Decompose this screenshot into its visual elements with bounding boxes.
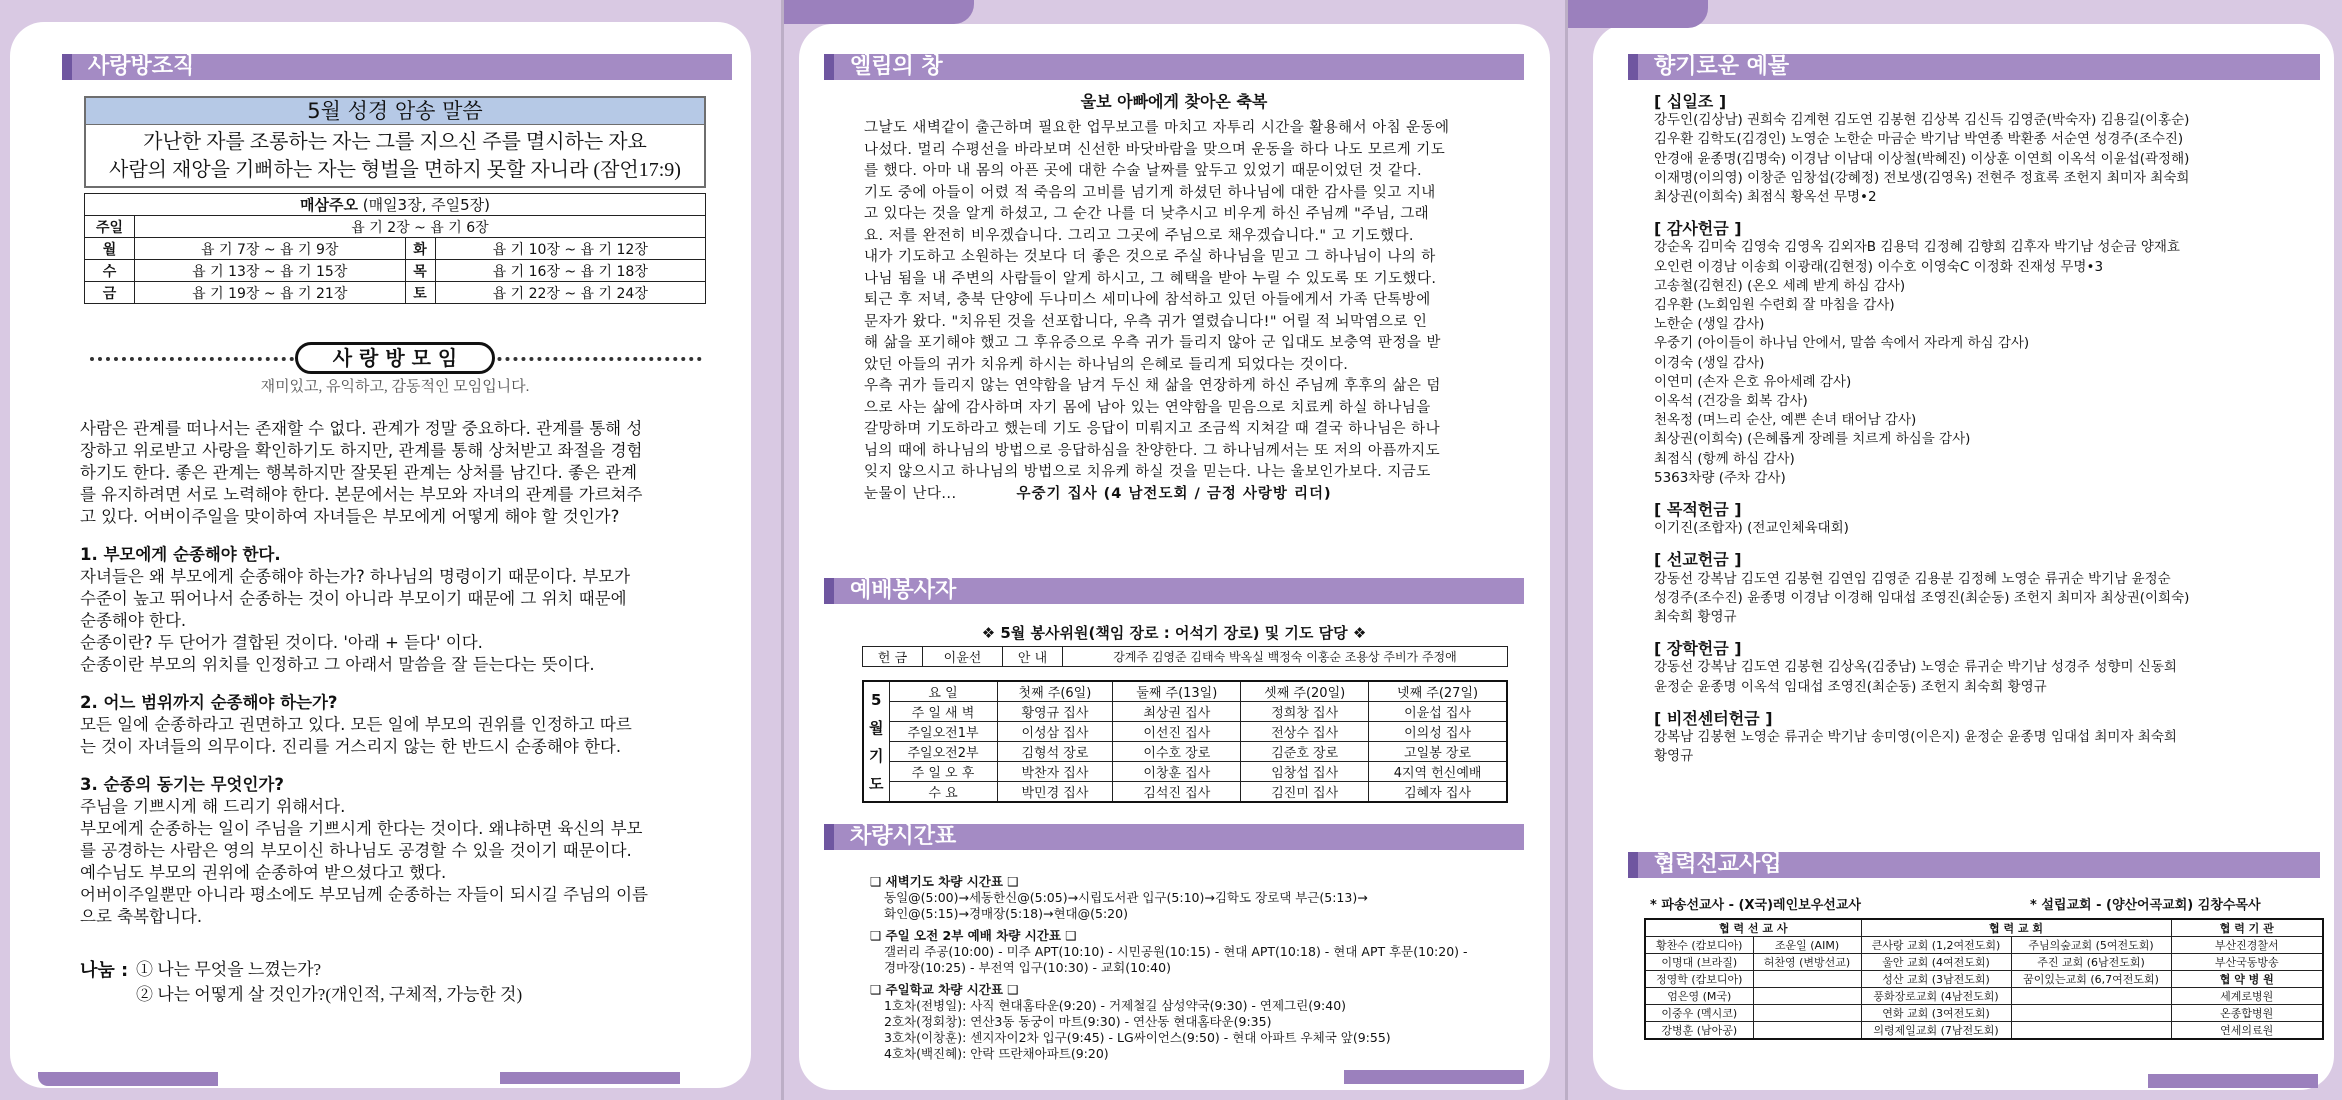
verse-box <box>84 96 706 188</box>
offering-line: 김우환 김학도(김경인) 노영순 노한순 마금순 박기남 박연종 박환종 서순연 성경주(조수진) <box>1654 131 2184 148</box>
offering-line: 노한순 (생일 감사) <box>1654 316 1765 333</box>
month-label: 5월기도 <box>863 681 889 802</box>
body-line: 기도 중에 아들이 어렸 적 죽음의 고비를 넘기게 하셨던 하나님에 대한 감사를 잊고 지내 <box>864 184 1436 201</box>
agency-cell: 온종합병원 <box>2171 1005 2323 1022</box>
prayer-duty-table <box>862 680 1508 803</box>
offering-line: 안경애 윤종명(김명숙) 이경남 이남대 이상철(박혜진) 이상훈 이연희 이옥석 이윤섭(곽정해) <box>1654 150 2190 167</box>
body-line: 으로 축복합니다. <box>80 907 203 926</box>
bus-route-title: ❑ 새벽기도 차량 시간표 ❑ <box>870 874 1019 889</box>
volunteer-cell: 김혜자 집사 <box>1369 782 1507 803</box>
church-cell: 의령제일교회 (7남전도회) <box>1861 1022 2011 1040</box>
body-line: 우측 귀가 들리지 않는 연약함을 남겨 두신 채 삶을 연장하게 하신 주님께 후후의 삶은 덤 <box>864 378 1441 394</box>
offering-heading: [ 십일조 ] <box>1654 92 1727 111</box>
bus-route-title: ❑ 주일학교 차량 시간표 ❑ <box>870 982 1019 997</box>
section-title: 사랑방조직 <box>62 54 732 80</box>
offering-line: 5363차량 (주차 감사) <box>1654 469 1786 486</box>
offering-line: 김우환 (노회임원 수련회 잘 마침을 감사) <box>1654 297 1895 314</box>
missionary-cell <box>1753 971 1861 988</box>
verse-line: 사람의 재앙을 기뻐하는 자는 형벌을 면하지 못할 자니라 (잠언17:9) <box>109 159 681 181</box>
missionary-heading: * 파송선교사 - (X국)레인보우선교사 <box>1650 898 1861 913</box>
body-line: 으로 사는 삶에 감사하며 자기 몸에 남아 있는 연약함을 믿음으로 치료케 하실 하나님을 <box>864 399 1431 416</box>
service-label: 주 일 오 후 <box>889 762 997 782</box>
agency-cell: 부산국동방송 <box>2171 954 2323 971</box>
share-label: 나눔 : <box>80 960 129 981</box>
body-line: 요. 저를 완전히 비우겠습니다. 그리고 그곳에 주님으로 채우겠습니다." 고 기도했다. <box>864 227 1414 244</box>
offering-line: 강복남 김봉현 노영순 류귀순 박기남 송미영(이은지) 윤정순 윤종명 임대섭 최미자 최숙희 <box>1654 729 2177 746</box>
offering-line: 최상권(이희숙) (은혜롭게 장례를 치르게 하심을 감사) <box>1654 431 1971 448</box>
bus-route-line: 갤러리 주공(10:00) - 미주 APT(10:10) - 시민공원(10:15) - 현대 APT(10:18) - 현대 APT 후문(10:20) - <box>884 944 1468 959</box>
church-cell <box>2011 988 2171 1005</box>
offering-line: 강순옥 김미숙 김영숙 김영옥 김외자B 김용덕 김정혜 김향희 김후자 박기남 성순금 양재효 <box>1654 239 2180 256</box>
offering-line: 이재명(이의영) 이창준 임창섭(강혜정) 전보생(김영옥) 전현주 정효록 조헌지 최미자 최숙희 <box>1654 169 2190 186</box>
body-line: 수준이 높고 뛰어나서 순종하는 것이 아니라 부모이기 때문에 그 위치 때문에 <box>80 589 627 608</box>
accent-bar <box>784 0 974 24</box>
body-line: 고 있다는 것을 알게 하셨고, 그 순간 나를 더 낮추시고 비우게 하신 주님께 "주님, 그래 <box>864 206 1430 222</box>
accent-bar <box>38 1072 218 1086</box>
story-body <box>864 118 1450 505</box>
body-line: 사람은 관계를 떠나서는 존재할 수 없다. 관계가 정말 중요하다. 관계를 통해 성 <box>80 419 643 438</box>
reading-plan-title: 매삼주오 <box>299 196 358 214</box>
missionary-cell <box>1753 1005 1861 1022</box>
offering-heading: [ 비전센터헌금 ] <box>1654 708 1773 728</box>
offering-line: 우중기 (아이들이 하나님 안에서, 말씀 속에서 자라게 하심 감사) <box>1654 335 2030 352</box>
offering-line: 황영규 <box>1654 748 1694 765</box>
panel-sarangbang <box>0 0 781 1100</box>
volunteer-cell: 김준호 장로 <box>1241 742 1369 762</box>
body-line: 장하고 위로받고 사랑을 확인하기도 하지만, 관계를 통해 상처받고 좌절을 경험 <box>80 441 643 460</box>
church-cell <box>2011 1022 2171 1040</box>
accent-bar <box>2148 1074 2318 1088</box>
body-line: 하기도 한다. 좋은 관계는 행복하지만 잘못된 관계는 상처를 남긴다. 좋은 관계 <box>80 463 638 482</box>
point-heading: 2. 어느 범위까지 순종해야 하는가? <box>80 693 338 712</box>
bus-route-line: 4호차(백진혜): 안락 뜨란채아파트(9:20) <box>884 1046 1109 1061</box>
column-header: 둘째 주(13일) <box>1113 681 1241 702</box>
missionary-cell: 황찬수 (캄보디아) <box>1645 937 1753 954</box>
body-line: 순종이란 부모의 위치를 인정하고 그 아래서 말씀을 잘 듣는다는 뜻이다. <box>80 655 595 674</box>
offering-heading: [ 목적헌금 ] <box>1654 500 1742 520</box>
day-label: 월 <box>85 238 135 260</box>
church-cell: 성산 교회 (3남전도회) <box>1861 971 2011 988</box>
body-line: 았던 아들의 귀가 치유케 하시는 하나님의 은혜로 들리게 되었다는 것이다. <box>864 356 1349 373</box>
bus-route-line: 3호차(이창훈): 센지자이2차 입구(9:45) - LG싸이언스(9:50) - 현대 아파트 우체국 앞(9:55) <box>884 1030 1391 1045</box>
body-line: 님의 때에 하나님의 방법으로 응답하심을 찬양한다. 그 하나님께서는 또 저의 아픔까지도 <box>864 442 1441 459</box>
day-label: 목 <box>405 260 435 282</box>
volunteer-cell: 박찬자 집사 <box>997 762 1113 782</box>
bible-reading-table <box>84 193 706 304</box>
bus-route-line: 2호차(정회창): 연산3동 동궁이 마트(9:30) - 연산동 현대홈타운(9:35) <box>884 1014 1272 1029</box>
body-line: 나섰다. 멀리 수평선을 바라보며 신선한 바닷바람을 맞으며 운동을 하다 나도 모르게 기도 <box>864 141 1446 158</box>
offering-heading: [ 선교헌금 ] <box>1654 550 1742 570</box>
meeting-subtitle: 재미있고, 유익하고, 감동적인 모임입니다. <box>260 379 530 395</box>
body-line: 눈물이 난다... <box>864 485 957 502</box>
verse-heading: 5월 성경 암송 말씀 <box>86 98 704 125</box>
offering-line: 고송철(김현진) (온오 세례 받게 하심 감사) <box>1654 277 1906 294</box>
hospital-header: 협 약 병 원 <box>2171 971 2323 988</box>
column-header: 첫째 주(6일) <box>997 681 1113 702</box>
offering-line: 이경숙 (생일 감사) <box>1654 354 1765 371</box>
reading-range: 욥 기 19장 ~ 욥 기 21장 <box>135 282 406 304</box>
verse-line: 가난한 자를 조롱하는 자는 그를 지으신 주를 멸시하는 자요 <box>143 131 647 153</box>
body-line: 예수님도 부모의 권위에 순종하여 받으셨다고 했다. <box>80 863 447 882</box>
panel-elim <box>784 0 1565 1100</box>
bus-route-line: 화인@(5:15)→경매장(5:18)→현대@(5:20) <box>884 906 1128 921</box>
point-heading: 3. 순종의 동기는 무엇인가? <box>80 775 284 794</box>
missionary-cell <box>1753 1022 1861 1040</box>
offering-line: 이옥석 (건강을 회복 감사) <box>1654 393 1808 410</box>
body-line: 갈망하며 기도하라고 했는데 기도 응답이 미뤄지고 조금씩 지쳐갈 때 결국 하나님은 하나 <box>864 421 1441 437</box>
body-line: 고 있다. 어버이주일을 맞이하여 자녀들은 부모에게 어떻게 해야 할 것인가? <box>80 507 620 526</box>
day-label: 화 <box>405 238 435 260</box>
body-line: 자녀들은 왜 부모에게 순종해야 하는가? 하나님의 명령이기 때문이다. 부모가 <box>80 567 631 586</box>
church-cell: 울안 교회 (4여전도회) <box>1861 954 2011 971</box>
missionary-cell: 엄은영 (M국) <box>1645 988 1753 1005</box>
offering-line: 천옥정 (며느리 순산, 예쁜 손녀 태어남 감사) <box>1654 412 1917 429</box>
body-line: 모든 일에 순종하라고 권면하고 있다. 모든 일에 부모의 권위를 인정하고 따르 <box>80 715 632 734</box>
volunteer-subtitle: ❖ 5월 봉사위원(책임 장로 : 어석기 장로) 및 기도 담당 ❖ <box>981 624 1367 642</box>
body-line: 나님 됨을 내 주변의 사람들이 알게 하시고, 그 혜택을 받아 누릴 수 있도록 또 기도했다. <box>864 270 1437 287</box>
section-title: 향기로운 예물 <box>1628 54 2320 80</box>
volunteer-cell: 김석진 집사 <box>1113 782 1241 803</box>
service-label: 주일오전2부 <box>889 742 997 762</box>
offering-line: 최점식 (항께 하심 감사) <box>1654 450 1795 467</box>
volunteer-cell: 이창훈 집사 <box>1113 762 1241 782</box>
body-line: 잊지 않으시고 하나님의 방법으로 치유케 하실 것을 믿는다. 나는 울보인가보다. 지금도 <box>864 464 1431 480</box>
offering-line: 이기진(조합자) (전교인체육대회) <box>1654 520 1849 537</box>
column-header: 협 력 교 회 <box>1861 919 2171 937</box>
section-title: 예배봉사자 <box>824 578 1524 604</box>
offering-line: 윤정순 윤종명 이옥석 임대섭 조영진(최순동) 조헌지 최숙희 황영규 <box>1654 678 2047 695</box>
body-line: 를 했다. 아마 내 몸의 아픈 곳에 대한 수술 날짜를 앞두고 있었기 때문이었던 것 같다. <box>864 163 1423 179</box>
volunteer-cell: 4지역 헌신예배 <box>1369 762 1507 782</box>
church-plant-heading: * 설립교회 - (양산어곡교회) 김창수목사 <box>2030 898 2261 913</box>
church-cell: 풍화장로교회 (4남전도회) <box>1861 988 2011 1005</box>
day-label: 금 <box>85 282 135 304</box>
sermon-body <box>80 418 648 928</box>
volunteer-cell: 이수호 장로 <box>1113 742 1241 762</box>
service-label: 주 일 새 벽 <box>889 702 997 722</box>
day-label: 주일 <box>85 216 135 238</box>
role-label: 안 내 <box>1003 647 1063 667</box>
reading-range: 욥 기 22장 ~ 욥 기 24장 <box>435 282 706 304</box>
offering-usher-table <box>862 646 1508 667</box>
agency-cell: 연세의료원 <box>2171 1022 2323 1040</box>
offering-heading: [ 장학헌금 ] <box>1654 639 1742 659</box>
offering-line: 최숙희 황영규 <box>1654 609 1737 626</box>
volunteer-cell: 전상수 집사 <box>1241 722 1369 742</box>
service-label: 수 요 <box>889 782 997 803</box>
volunteer-cell: 이윤섭 집사 <box>1369 702 1507 722</box>
accent-bar <box>1568 0 1708 28</box>
body-line: 내가 기도하고 소원하는 것보다 더 좋은 것으로 주실 하나님을 믿고 그 하나님이 나의 하 <box>864 249 1436 265</box>
bus-route-line: 동일@(5:00)→세동한신@(5:05)→시립도서관 입구(5:10)→김학도 장로댁 부근(5:13)→ <box>884 890 1368 905</box>
offering-line: 성경주(조수진) 윤종명 이경남 이경해 임대섭 조영진(최순동) 조헌지 최미자 최상권(이희숙) <box>1654 589 2190 606</box>
share-question: ② 나는 어떻게 살 것인가?(개인적, 구체적, 가능한 것) <box>136 985 523 1004</box>
service-label: 주일오전1부 <box>889 722 997 742</box>
body-line: 는 것이 자녀들의 의무이다. 진리를 거스리지 않는 한 반드시 순종해야 한다. <box>80 737 622 756</box>
agency-cell: 세계로병원 <box>2171 988 2323 1005</box>
section-title: 엘림의 창 <box>824 54 1524 80</box>
volunteer-cell: 김형석 장로 <box>997 742 1113 762</box>
reading-range: 욥 기 2장 ~ 욥 기 6장 <box>135 216 706 238</box>
body-line: 를 유지하려면 서로 노력해야 한다. 본문에서는 부모와 자녀의 관계를 가르쳐주 <box>80 485 643 504</box>
missionary-cell <box>1753 988 1861 1005</box>
section-title: 협력선교사업 <box>1628 852 2320 878</box>
panel-offerings <box>1568 0 2342 1100</box>
section-title: 차량시간표 <box>824 824 1524 850</box>
bus-schedule <box>870 874 1468 1062</box>
volunteer-cell: 이성삼 집사 <box>997 722 1113 742</box>
offering-line: 강동선 강복남 김도연 김봉현 김상옥(김중남) 노영순 류귀순 박기남 성경주 성향미 신동희 <box>1654 659 2177 676</box>
offering-line: 최상권(이희숙) 최점식 황옥선 무명•2 <box>1654 189 1877 206</box>
volunteer-cell: 고일봉 장로 <box>1369 742 1507 762</box>
agency-cell: 부산진경찰서 <box>2171 937 2323 954</box>
column-header: 셋째 주(20일) <box>1241 681 1369 702</box>
body-line: 를 공경하는 사람은 영의 부모이신 하나님도 공경할 수 있을 것이기 때문이다. <box>80 841 632 860</box>
missionary-cell: 허찬영 (변방선교) <box>1753 954 1861 971</box>
cooperation-table <box>1644 918 2324 1040</box>
missionary-cell: 이명대 (브라질) <box>1645 954 1753 971</box>
missionary-cell: 강병훈 (남아공) <box>1645 1022 1753 1040</box>
accent-bar <box>500 1072 680 1084</box>
accent-bar <box>1344 1070 1524 1084</box>
column-header: 요 일 <box>889 681 997 702</box>
body-line: 순종해야 한다. <box>80 611 187 630</box>
meeting-title: 사 랑 방 모 임 <box>295 342 495 374</box>
body-line: 퇴근 후 저녁, 충북 단양에 두나미스 세미나에 참석하고 있던 아들에게서 가족 단톡방에 <box>864 292 1431 308</box>
volunteer-cell: 임창섭 집사 <box>1241 762 1369 782</box>
bus-route-line: 경마장(10:25) - 부전역 입구(10:30) - 교회(10:40) <box>884 960 1171 975</box>
bus-route-line: 1호차(전병일): 사직 현대홈타운(9:20) - 거제철길 삼성약국(9:30) - 연제그린(9:40) <box>884 998 1347 1013</box>
offering-heading: [ 감사헌금 ] <box>1654 219 1742 239</box>
offering-list <box>1654 92 2189 767</box>
church-cell <box>2011 1005 2171 1022</box>
body-line: 부모에게 순종하는 일이 주님을 기쁘시게 한다는 것이다. 왜냐하면 육신의 부모 <box>80 819 643 838</box>
volunteer-cell: 정희창 집사 <box>1241 702 1369 722</box>
body-line: 그날도 새벽같이 출근하며 필요한 업무보고를 마치고 자투리 시간을 활용해서 아침 운동에 <box>864 120 1450 136</box>
story-author: 우중기 집사 (4 남전도회 / 금정 사랑방 리더) <box>1016 485 1332 502</box>
church-cell: 큰사랑 교회 (1,2여전도회) <box>1861 937 2011 954</box>
column-header: 넷째 주(27일) <box>1369 681 1507 702</box>
volunteer-cell: 김진미 집사 <box>1241 782 1369 803</box>
bus-route-title: ❑ 주일 오전 2부 예배 차량 시간표 ❑ <box>870 928 1077 943</box>
missionary-cell: 조운일 (AIM) <box>1753 937 1861 954</box>
reading-range: 욥 기 7장 ~ 욥 기 9장 <box>135 238 406 260</box>
volunteer-cell: 황영규 집사 <box>997 702 1113 722</box>
offering-line: 강동선 강복남 김도연 김봉현 김연임 김영준 김용분 김정혜 노영순 류귀순 박기남 윤정순 <box>1654 570 2171 587</box>
share-question: ① 나는 무엇을 느꼈는가? <box>136 960 322 979</box>
column-header: 협 력 선 교 사 <box>1645 919 1861 937</box>
church-cell: 주진 교회 (6남전도회) <box>2011 954 2171 971</box>
volunteer-cell: 이선진 집사 <box>1113 722 1241 742</box>
story-title: 울보 아빠에게 찾아온 축복 <box>1080 92 1268 111</box>
reading-range: 욥 기 13장 ~ 욥 기 15장 <box>135 260 406 282</box>
reading-plan-sub: (매일3장, 주일5장) <box>357 196 490 214</box>
offering-line: 오인련 이경남 이송희 이광래(김현정) 이수호 이영숙C 이정화 진재성 무명•3 <box>1654 258 2104 275</box>
reading-range: 욥 기 16장 ~ 욥 기 18장 <box>435 260 706 282</box>
body-line: 문자가 왔다. "치유된 것을 선포합니다, 우측 귀가 열렸습니다!" 어릴 적 뇌막염으로 인 <box>864 313 1428 330</box>
reading-range: 욥 기 10장 ~ 욥 기 12장 <box>435 238 706 260</box>
body-line: 순종이란? 두 단어가 결합된 것이다. '아래 + 듣다' 이다. <box>80 633 483 652</box>
body-line: 어버이주일뿐만 아니라 평소에도 부모님께 순종하는 자들이 되시길 주님의 이름 <box>80 885 648 904</box>
volunteer-cell: 이의성 집사 <box>1369 722 1507 742</box>
church-cell: 꿈이있는교회 (6,7여전도회) <box>2011 971 2171 988</box>
day-label: 토 <box>405 282 435 304</box>
church-cell: 주님의숲교회 (5여전도회) <box>2011 937 2171 954</box>
offering-line: 이연미 (손자 은호 유아세례 감사) <box>1654 373 1852 390</box>
volunteer-cell: 박민경 집사 <box>997 782 1113 803</box>
body-line: 해 삶을 포기해야 했고 그 후유증으로 우측 귀가 들리지 않아 군 입대도 보충역 판정을 받 <box>864 335 1441 351</box>
missionary-cell: 정영학 (캄보디아) <box>1645 971 1753 988</box>
role-person: 강계주 김영준 김태숙 박옥실 백정숙 이홍순 조용상 주비가 주정애 <box>1063 647 1508 667</box>
column-header: 협 력 기 관 <box>2171 919 2323 937</box>
offering-line: 강두인(김상남) 권희숙 김계현 김도연 김봉현 김상복 김신득 김영준(박숙자) 김용길(이홍순) <box>1654 112 2190 129</box>
body-line: 주님을 기쁘시게 해 드리기 위해서다. <box>80 797 346 816</box>
role-label: 헌 금 <box>863 647 923 667</box>
role-person: 이윤선 <box>923 647 1003 667</box>
missionary-cell: 이중우 (멕시코) <box>1645 1005 1753 1022</box>
point-heading: 1. 부모에게 순종해야 한다. <box>80 545 281 564</box>
volunteer-cell: 최상권 집사 <box>1113 702 1241 722</box>
day-label: 수 <box>85 260 135 282</box>
church-cell: 연화 교회 (3여전도회) <box>1861 1005 2011 1022</box>
